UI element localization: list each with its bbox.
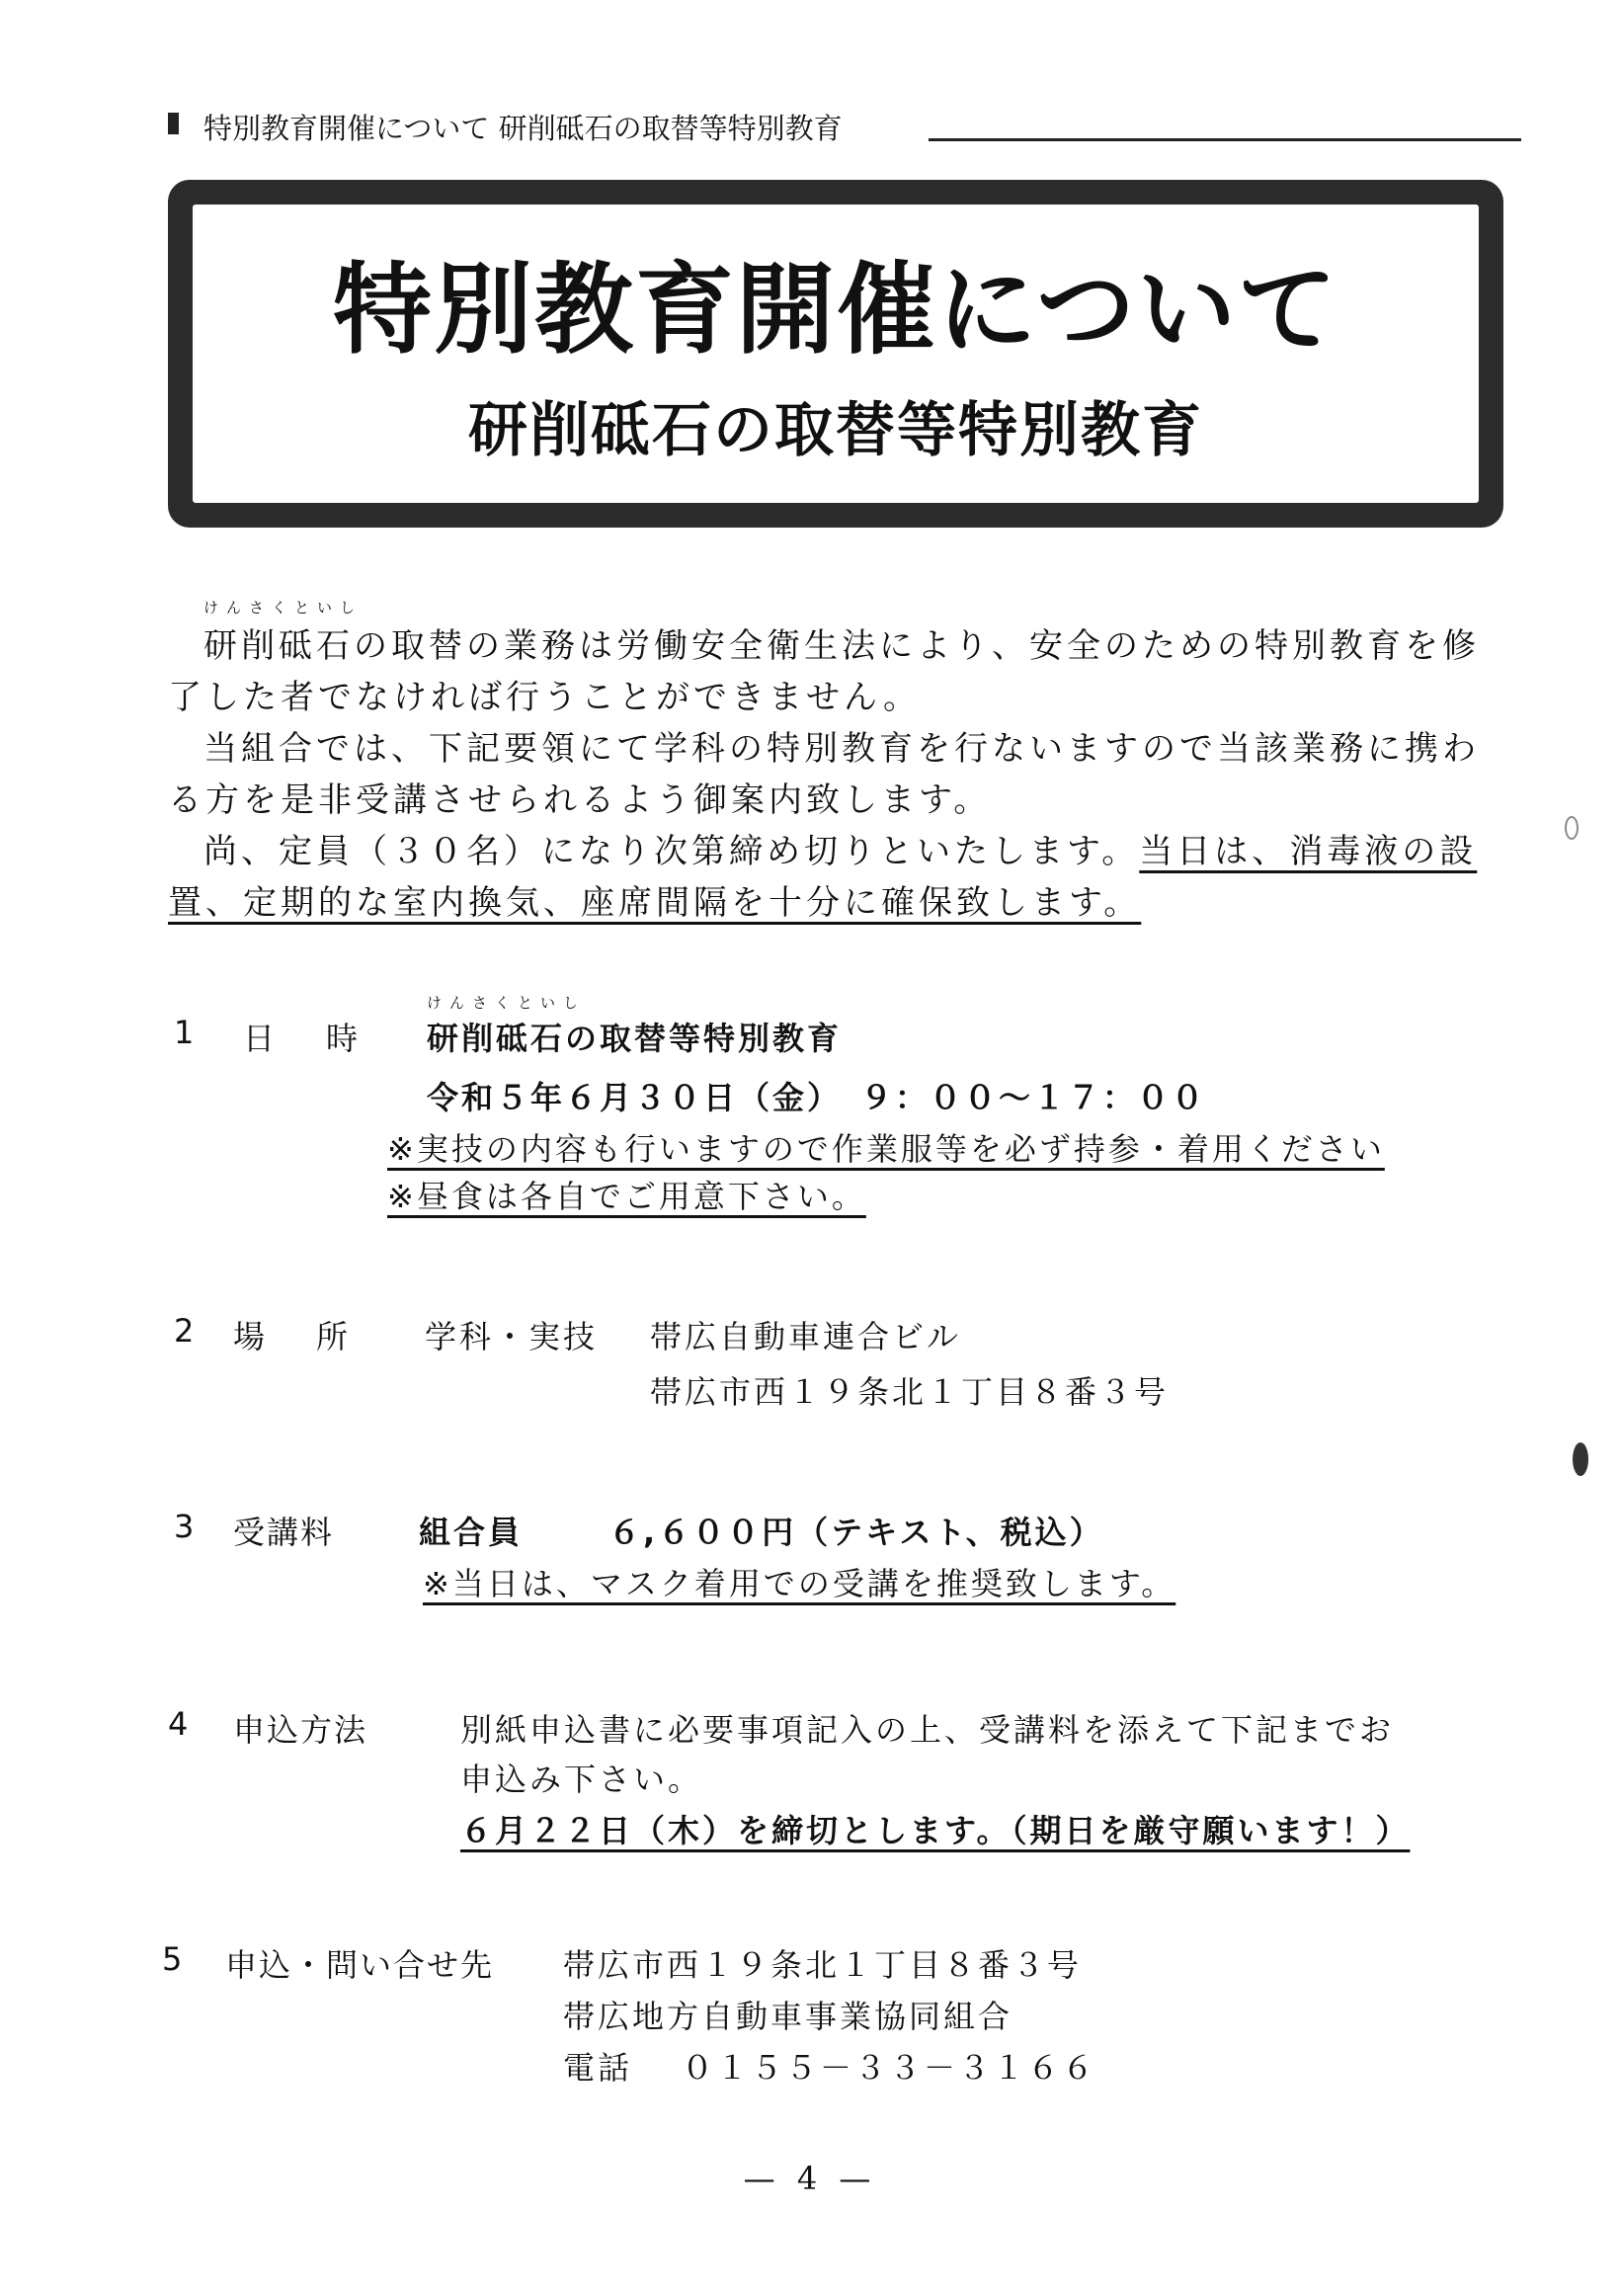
item-3-fee: ６,６００円（テキスト、税込） <box>608 1514 1104 1551</box>
item-2-address: 帯広市西１９条北１丁目８番３号 <box>650 1373 1170 1411</box>
running-title: 特別教育開催について 研削砥石の取替等特別教育 <box>203 112 843 145</box>
scan-mark <box>1573 1442 1588 1476</box>
intro-line-5-underlined: 当日は、消毒液の設 <box>1139 832 1478 871</box>
title-banner-inner <box>190 202 1482 506</box>
item-3-note: ※当日は、マスク着用での受講を推奨致します。 <box>423 1565 1176 1602</box>
item-2-number: 2 <box>174 1312 195 1350</box>
item-4-number: 4 <box>168 1705 189 1743</box>
intro-line-4: る方を是非受講させられるよう御案内致します。 <box>168 780 992 820</box>
item-4-deadline: ６月２２日（木）を締切とします。（期日を厳守願います！） <box>460 1812 1411 1849</box>
intro-line-5-plain: 尚、定員（３０名）になり次第締め切りといたします。 <box>203 832 1140 871</box>
header-rule <box>929 138 1521 141</box>
title-banner <box>168 180 1503 528</box>
sub-title: 研削砥石の取替等特別教育 <box>468 396 1203 465</box>
item-1-number: 1 <box>174 1014 195 1051</box>
item-1-datetime: 令和５年６月３０日（金） ９：００～１７：００ <box>427 1079 1207 1116</box>
item-2-type: 学科・実技 <box>425 1318 599 1355</box>
item-5-org: 帯広地方自動車事業協同組合 <box>563 1998 1013 2035</box>
item-1-course: 研削砥石の取替等特別教育 <box>427 1020 843 1057</box>
scan-mark <box>1565 816 1579 840</box>
item-5-phone: ０１５５－３３－３１６６ <box>682 2049 1097 2087</box>
item-4-line-2: 申込み下さい。 <box>460 1761 703 1798</box>
intro-line-5 <box>203 826 1477 877</box>
running-header <box>168 107 1521 146</box>
main-title: 特別教育開催について <box>333 252 1338 368</box>
item-5-address: 帯広市西１９条北１丁目８番３号 <box>563 1946 1083 1984</box>
item-2-label: 場 所 <box>233 1318 359 1355</box>
item-4-label: 申込方法 <box>233 1711 368 1749</box>
intro-line-6: 置、定期的な室内換気、座席間隔を十分に確保致します。 <box>168 883 1142 923</box>
item-1-note-2: ※昼食は各自でご用意下さい。 <box>387 1178 866 1215</box>
item-2-venue: 帯広自動車連合ビル <box>650 1318 962 1355</box>
item-3-member: 組合員 <box>419 1514 524 1551</box>
item-1-label: 日 時 <box>243 1020 368 1057</box>
item-3-number: 3 <box>174 1508 195 1545</box>
page-number: — 4 — <box>743 2160 877 2197</box>
header-marker-icon <box>168 113 179 134</box>
item-4-line-1: 別紙申込書に必要事項記入の上、受講料を添えて下記までお <box>460 1711 1395 1749</box>
intro-line-1: 研削砥石の取替の業務は労働安全衛生法により、安全のための特別教育を修 <box>203 626 1480 666</box>
intro-line-3: 当組合では、下記要領にて学科の特別教育を行ないますので当該業務に携わ <box>203 729 1480 769</box>
item-1-note-1: ※実技の内容も行いますので作業服等を必ず持参・着用ください <box>387 1130 1385 1168</box>
item-5-phone-label: 電話 <box>563 2049 633 2087</box>
intro-line-2: 了した者でなければ行うことができません。 <box>168 678 922 717</box>
item-1-ruby: けんさくといし <box>427 994 587 1012</box>
item-5-number: 5 <box>162 1940 183 1978</box>
intro-ruby: けんさくといし <box>203 599 364 616</box>
item-3-label: 受講料 <box>233 1514 335 1551</box>
item-5-label: 申込・問い合せ先 <box>225 1946 495 1984</box>
